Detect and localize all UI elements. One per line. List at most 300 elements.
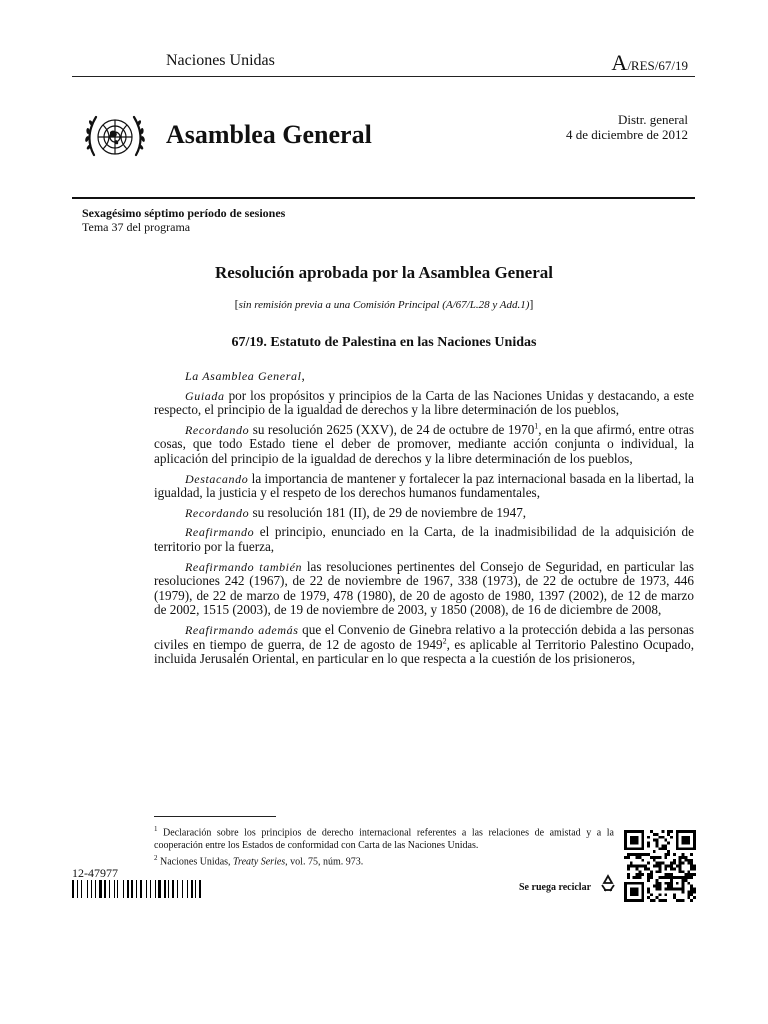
preamble-paragraph bbox=[154, 423, 694, 467]
distribution-block bbox=[566, 112, 688, 142]
qr-module bbox=[679, 870, 682, 873]
qr-module bbox=[656, 885, 659, 888]
barcode-bar bbox=[79, 880, 81, 898]
document-date: 4 de diciembre de 2012 bbox=[565, 127, 688, 142]
qr-module bbox=[653, 833, 656, 836]
footnote-separator bbox=[154, 816, 276, 817]
qr-module bbox=[687, 870, 690, 873]
qr-module bbox=[661, 836, 664, 839]
barcode-bar bbox=[195, 880, 196, 898]
qr-module bbox=[676, 865, 679, 868]
barcode-bar bbox=[83, 880, 86, 898]
qr-module bbox=[653, 850, 656, 853]
qr-module bbox=[693, 865, 696, 868]
qr-module bbox=[653, 865, 656, 868]
qr-module bbox=[630, 836, 639, 845]
qr-module bbox=[664, 882, 667, 885]
qr-module bbox=[664, 873, 667, 876]
qr-module bbox=[682, 870, 685, 873]
qr-module bbox=[684, 856, 687, 859]
footnote-italic: Treaty Series bbox=[233, 856, 286, 868]
barcode-bar bbox=[187, 880, 188, 898]
symbol-rest: /RES/67/19 bbox=[627, 58, 688, 73]
qr-module bbox=[650, 876, 653, 879]
qr-module bbox=[659, 899, 662, 902]
header-rule bbox=[72, 76, 695, 77]
qr-module bbox=[690, 893, 693, 896]
barcode-bar bbox=[172, 880, 174, 898]
qr-module bbox=[656, 865, 659, 868]
qr-module bbox=[690, 853, 693, 856]
paragraph-lead: Recordando bbox=[185, 505, 250, 520]
barcode-bar bbox=[89, 880, 90, 898]
qr-module bbox=[659, 876, 662, 879]
barcode-bar bbox=[130, 880, 131, 898]
qr-module bbox=[661, 899, 664, 902]
qr-module bbox=[670, 873, 673, 876]
qr-module bbox=[690, 865, 693, 868]
barcode-bar bbox=[111, 880, 113, 898]
qr-module bbox=[667, 882, 670, 885]
qr-module bbox=[653, 859, 656, 862]
barcode-bar bbox=[150, 880, 151, 898]
qr-module bbox=[690, 890, 693, 893]
qr-module bbox=[684, 859, 687, 862]
qr-module bbox=[682, 856, 685, 859]
qr-module bbox=[673, 867, 676, 870]
resolution-heading: 67/19. Estatuto de Palestina en las Naciones Unidas bbox=[231, 335, 537, 350]
qr-module bbox=[647, 867, 650, 870]
qr-module bbox=[664, 888, 667, 891]
distribution-label: Distr. general bbox=[617, 112, 688, 127]
barcode-bar bbox=[162, 880, 163, 898]
organ-title: Asamblea General bbox=[166, 120, 372, 149]
intro-lead: La Asamblea General bbox=[185, 369, 302, 383]
qr-module bbox=[670, 862, 673, 865]
qr-module bbox=[667, 876, 670, 879]
qr-module bbox=[687, 862, 690, 865]
qr-module bbox=[661, 847, 664, 850]
qr-module bbox=[687, 873, 690, 876]
barcode-bar bbox=[168, 880, 169, 898]
qr-module bbox=[661, 862, 664, 865]
paragraph-lead: Reafirmando bbox=[185, 525, 255, 540]
qr-module bbox=[667, 842, 670, 845]
document-symbol bbox=[611, 50, 688, 76]
paragraph-text: su resolución 2625 (XXV), de 24 de octubre de 1970 bbox=[249, 421, 535, 437]
qr-module bbox=[641, 873, 644, 876]
paragraph-text: el principio, enunciado en la Carta, de la inadmisibilidad de la adquisición de territorio por la fuerza, bbox=[154, 524, 694, 554]
qr-module bbox=[664, 899, 667, 902]
footnotes bbox=[154, 823, 614, 869]
barcode-bar bbox=[177, 880, 178, 898]
qr-module bbox=[647, 853, 650, 856]
qr-module bbox=[693, 867, 696, 870]
qr-module bbox=[687, 876, 690, 879]
qr-module bbox=[627, 865, 630, 868]
qr-module bbox=[647, 896, 650, 899]
intro-end: , bbox=[301, 368, 305, 383]
qr-module bbox=[682, 862, 685, 865]
qr-module bbox=[641, 853, 644, 856]
qr-module bbox=[661, 844, 664, 847]
barcode-bar bbox=[179, 880, 182, 898]
paragraph-text: las resoluciones pertinentes del Consejo de Seguridad, en particular las resoluciones 242 (1967), de 22 de noviembre de 1967, 338 (1973), de 22 de octubre de 1973, 446 (1979), de 22 de marzo de 1979, 478 (1980), de 20 de agosto de 1980, 1397 (2002), de 12 de marzo de 2002, 1515 (2003), de 19 de noviembre de 2003, y 1850 (2008), de 16 de diciembre de 2008, bbox=[154, 558, 694, 618]
footnote-mark: 2 bbox=[154, 854, 158, 863]
qr-module bbox=[636, 873, 639, 876]
qr-module bbox=[682, 899, 685, 902]
qr-module bbox=[659, 893, 662, 896]
qr-module bbox=[659, 870, 662, 873]
qr-module bbox=[627, 856, 630, 859]
qr-module bbox=[661, 876, 664, 879]
paragraph-lead: Recordando bbox=[185, 422, 250, 437]
session-info bbox=[82, 206, 285, 234]
qr-module bbox=[659, 836, 662, 839]
qr-module bbox=[630, 865, 633, 868]
barcode-bar bbox=[199, 880, 201, 898]
qr-module bbox=[673, 896, 676, 899]
qr-module bbox=[679, 862, 682, 865]
qr-module bbox=[647, 844, 650, 847]
barcode-bar bbox=[131, 880, 133, 898]
qr-module bbox=[656, 879, 659, 882]
barcode-bar bbox=[156, 880, 157, 898]
qr-module bbox=[687, 859, 690, 862]
qr-module bbox=[659, 867, 662, 870]
barcode-bar bbox=[155, 880, 156, 898]
qr-module bbox=[664, 847, 667, 850]
qr-module bbox=[670, 830, 673, 833]
qr-module bbox=[679, 859, 682, 862]
barcode-bar bbox=[175, 880, 176, 898]
bracket-close: ] bbox=[529, 297, 534, 311]
qr-module bbox=[647, 873, 650, 876]
barcode-bar bbox=[138, 880, 139, 898]
qr-module bbox=[650, 870, 653, 873]
qr-module bbox=[670, 836, 673, 839]
barcode-bar bbox=[184, 880, 186, 898]
qr-module bbox=[667, 853, 670, 856]
header-org-name: Naciones Unidas bbox=[166, 52, 275, 69]
qr-module bbox=[670, 865, 673, 868]
barcode-bar bbox=[93, 880, 94, 898]
barcode-bar bbox=[197, 880, 198, 898]
qr-module bbox=[627, 873, 630, 876]
qr-module bbox=[636, 876, 639, 879]
footnote-ref[interactable]: 2 bbox=[442, 636, 447, 646]
qr-module bbox=[647, 890, 650, 893]
qr-module bbox=[656, 844, 659, 847]
qr-module bbox=[676, 882, 679, 885]
qr-module bbox=[664, 839, 667, 842]
qr-module bbox=[690, 899, 693, 902]
barcode-bar bbox=[152, 880, 154, 898]
symbol-initial: A bbox=[611, 50, 628, 75]
qr-module bbox=[656, 862, 659, 865]
un-emblem-icon bbox=[80, 107, 150, 167]
barcode-bar bbox=[107, 880, 108, 898]
qr-module bbox=[656, 882, 659, 885]
qr-module bbox=[627, 876, 630, 879]
qr-module bbox=[682, 853, 685, 856]
qr-module bbox=[656, 856, 659, 859]
recycle-text: Se ruega reciclar bbox=[519, 882, 592, 893]
footnote-ref[interactable]: 1 bbox=[534, 421, 539, 431]
qr-module bbox=[667, 865, 670, 868]
qr-module bbox=[638, 865, 641, 868]
paragraph-text: por los propósitos y principios de la Carta de las Naciones Unidas y destacando, a este respecto, el principio de la igualdad de derechos y la libre determinación de los pueblos, bbox=[154, 387, 694, 418]
qr-module bbox=[667, 850, 670, 853]
preamble-paragraph bbox=[154, 560, 694, 618]
preamble-paragraph bbox=[154, 623, 694, 667]
barcode-bar bbox=[75, 880, 76, 898]
qr-module bbox=[693, 890, 696, 893]
barcode-bar bbox=[170, 880, 171, 898]
qr-module bbox=[682, 890, 685, 893]
qr-module bbox=[650, 893, 653, 896]
qr-module bbox=[630, 853, 633, 856]
qr-module bbox=[664, 867, 667, 870]
paragraph-lead: Reafirmando además bbox=[185, 622, 299, 637]
qr-module bbox=[690, 862, 693, 865]
qr-module bbox=[667, 873, 670, 876]
barcode-bar bbox=[114, 880, 115, 898]
qr-module bbox=[664, 876, 667, 879]
qr-module bbox=[667, 888, 670, 891]
qr-module bbox=[633, 876, 636, 879]
qr-module bbox=[647, 842, 650, 845]
qr-module bbox=[638, 853, 641, 856]
qr-module bbox=[690, 873, 693, 876]
recycle-icon bbox=[598, 873, 618, 893]
barcode-bar bbox=[140, 880, 142, 898]
qr-module bbox=[693, 888, 696, 891]
qr-module bbox=[656, 833, 659, 836]
qr-module bbox=[636, 865, 639, 868]
qr-module bbox=[653, 899, 656, 902]
bracket-open: [ bbox=[234, 297, 239, 311]
paragraph-lead: Guiada bbox=[185, 388, 225, 403]
qr-module bbox=[664, 853, 667, 856]
qr-module bbox=[693, 873, 696, 876]
qr-module bbox=[641, 859, 644, 862]
qr-module bbox=[690, 859, 693, 862]
qr-module bbox=[647, 836, 650, 839]
qr-module bbox=[656, 870, 659, 873]
preamble-paragraph bbox=[154, 506, 694, 521]
barcode-bar bbox=[143, 880, 146, 898]
qr-module bbox=[641, 865, 644, 868]
barcode-bar bbox=[191, 880, 193, 898]
qr-module bbox=[684, 873, 687, 876]
qr-module bbox=[638, 876, 641, 879]
footnote-2 bbox=[154, 852, 614, 869]
document-number: 12-47977 bbox=[72, 866, 118, 880]
qr-module bbox=[656, 896, 659, 899]
qr-module bbox=[679, 865, 682, 868]
barcode-bar bbox=[104, 880, 106, 898]
qr-code-icon bbox=[624, 830, 696, 902]
preamble-paragraph bbox=[154, 525, 694, 554]
footnote-text: Declaración sobre los principios de derecho internacional referentes a las relaciones de amistad y a la cooperación entre los Estados de conformidad con Carta de las Naciones Unidas. bbox=[154, 827, 614, 851]
barcode-bar bbox=[182, 880, 183, 898]
qr-module bbox=[673, 862, 676, 865]
qr-module bbox=[679, 899, 682, 902]
barcode-bar bbox=[109, 880, 110, 898]
qr-module bbox=[633, 865, 636, 868]
qr-module bbox=[664, 893, 667, 896]
preamble-paragraph bbox=[154, 389, 694, 418]
qr-module bbox=[650, 899, 653, 902]
qr-module bbox=[644, 853, 647, 856]
qr-module bbox=[690, 885, 693, 888]
qr-module bbox=[664, 856, 667, 859]
qr-module bbox=[633, 853, 636, 856]
qr-module bbox=[673, 893, 676, 896]
paragraph-lead: Reafirmando también bbox=[185, 559, 303, 574]
barcode-bar bbox=[127, 880, 129, 898]
intro-paragraph bbox=[154, 369, 694, 384]
qr-module bbox=[659, 856, 662, 859]
qr-module bbox=[659, 888, 662, 891]
paragraph-text: su resolución 181 (II), de 29 de noviembre de 1947, bbox=[249, 504, 527, 520]
qr-module bbox=[659, 882, 662, 885]
barcode-bar bbox=[146, 880, 147, 898]
qr-module bbox=[687, 882, 690, 885]
paragraph-text: , es aplicable al Territorio Palestino Ocupado, incluida Jerusalén Oriental, en particular en lo que respecta a la cuestión de los prisioneros, bbox=[154, 636, 694, 667]
barcode-bar bbox=[148, 880, 149, 898]
qr-module bbox=[650, 830, 653, 833]
barcode-bar bbox=[136, 880, 137, 898]
qr-module bbox=[684, 876, 687, 879]
qr-module bbox=[684, 879, 687, 882]
qr-module bbox=[653, 839, 656, 842]
resolution-subtitle bbox=[0, 297, 768, 312]
subtitle-text: sin remisión previa a una Comisión Principal (A/67/L.28 y Add.1) bbox=[238, 299, 530, 311]
qr-module bbox=[653, 856, 656, 859]
paragraph-text: que el Convenio de Ginebra relativo a la protección debida a las personas civiles en tiempo de guerra, de 12 de agosto de 1949 bbox=[154, 621, 695, 652]
barcode-bar bbox=[97, 880, 98, 898]
agenda-item: Tema 37 del programa bbox=[82, 220, 191, 234]
qr-module bbox=[659, 847, 662, 850]
qr-module bbox=[693, 896, 696, 899]
qr-module bbox=[664, 844, 667, 847]
qr-module bbox=[647, 876, 650, 879]
qr-module bbox=[679, 867, 682, 870]
qr-module bbox=[647, 879, 650, 882]
qr-module bbox=[638, 870, 641, 873]
barcode-bar bbox=[194, 880, 195, 898]
barcode-bar bbox=[167, 880, 168, 898]
barcode-bar bbox=[95, 880, 96, 898]
footnote-text: Naciones Unidas, bbox=[157, 856, 234, 868]
qr-module bbox=[636, 867, 639, 870]
qr-module bbox=[627, 853, 630, 856]
qr-module bbox=[630, 862, 633, 865]
barcode-bar bbox=[134, 880, 135, 898]
qr-module bbox=[690, 867, 693, 870]
barcode-bar bbox=[123, 880, 124, 898]
qr-module bbox=[687, 893, 690, 896]
qr-module bbox=[627, 867, 630, 870]
qr-module bbox=[682, 836, 691, 845]
session-line: Sexagésimo séptimo período de sesiones bbox=[82, 206, 286, 220]
qr-module bbox=[687, 890, 690, 893]
qr-module bbox=[656, 842, 659, 845]
qr-module bbox=[644, 867, 647, 870]
barcode-bar bbox=[189, 880, 190, 898]
barcode-bar bbox=[116, 880, 117, 898]
qr-module bbox=[661, 830, 664, 833]
barcode-bar bbox=[119, 880, 122, 898]
barcode-bar bbox=[81, 880, 82, 898]
barcode-bar bbox=[164, 880, 166, 898]
footnote-text: , vol. 75, núm. 973. bbox=[285, 856, 364, 868]
qr-module bbox=[679, 856, 682, 859]
qr-module bbox=[650, 873, 653, 876]
barcode-bar bbox=[158, 880, 161, 898]
paragraph-text: la importancia de mantener y fortalecer la paz internacional basada en la libertad, la igualdad, la justicia y el respeto de los derechos humanos fundamentales, bbox=[154, 470, 694, 501]
qr-module bbox=[667, 833, 670, 836]
qr-module bbox=[636, 856, 639, 859]
qr-module bbox=[636, 853, 639, 856]
qr-module bbox=[659, 862, 662, 865]
barcode-bar bbox=[103, 880, 104, 898]
barcode-bar bbox=[91, 880, 93, 898]
qr-module bbox=[624, 856, 627, 859]
qr-module bbox=[676, 899, 679, 902]
qr-module bbox=[647, 862, 650, 865]
barcode-bar bbox=[117, 880, 118, 898]
qr-module bbox=[650, 856, 653, 859]
qr-module bbox=[667, 885, 670, 888]
qr-module bbox=[656, 888, 659, 891]
paragraph-text: , en la que afirmó, entre otras cosas, que todo Estado tiene el deber de promover, mediante acción conjunta o individual, la aplicación del principio de la igualdad de derechos y la libre determinación de los pueblos, bbox=[154, 421, 694, 466]
qr-module bbox=[644, 865, 647, 868]
qr-module bbox=[673, 859, 676, 862]
barcode-bar bbox=[77, 880, 78, 898]
qr-module bbox=[673, 853, 676, 856]
qr-module bbox=[659, 885, 662, 888]
barcode-icon bbox=[72, 880, 202, 898]
qr-module bbox=[653, 885, 656, 888]
qr-module bbox=[656, 839, 659, 842]
footnote-mark: 1 bbox=[154, 825, 158, 833]
qr-module bbox=[664, 865, 667, 868]
qr-module bbox=[647, 888, 650, 891]
resolution-body bbox=[154, 369, 694, 672]
qr-module bbox=[690, 876, 693, 879]
barcode-bar bbox=[87, 880, 88, 898]
qr-module bbox=[670, 867, 673, 870]
resolution-title: Resolución aprobada por la Asamblea General bbox=[215, 263, 553, 282]
qr-module bbox=[630, 888, 639, 897]
qr-module bbox=[687, 896, 690, 899]
preamble-paragraph bbox=[154, 472, 694, 501]
qr-module bbox=[638, 873, 641, 876]
barcode-bar bbox=[99, 880, 102, 898]
qr-module bbox=[638, 856, 641, 859]
paragraph-lead: Destacando bbox=[185, 471, 249, 486]
footnote-1 bbox=[154, 823, 614, 852]
qr-module bbox=[659, 865, 662, 868]
qr-module bbox=[690, 888, 693, 891]
barcode-bar bbox=[125, 880, 126, 898]
masthead-rule bbox=[72, 197, 695, 199]
qr-module bbox=[667, 830, 670, 833]
barcode-bar bbox=[72, 880, 74, 898]
